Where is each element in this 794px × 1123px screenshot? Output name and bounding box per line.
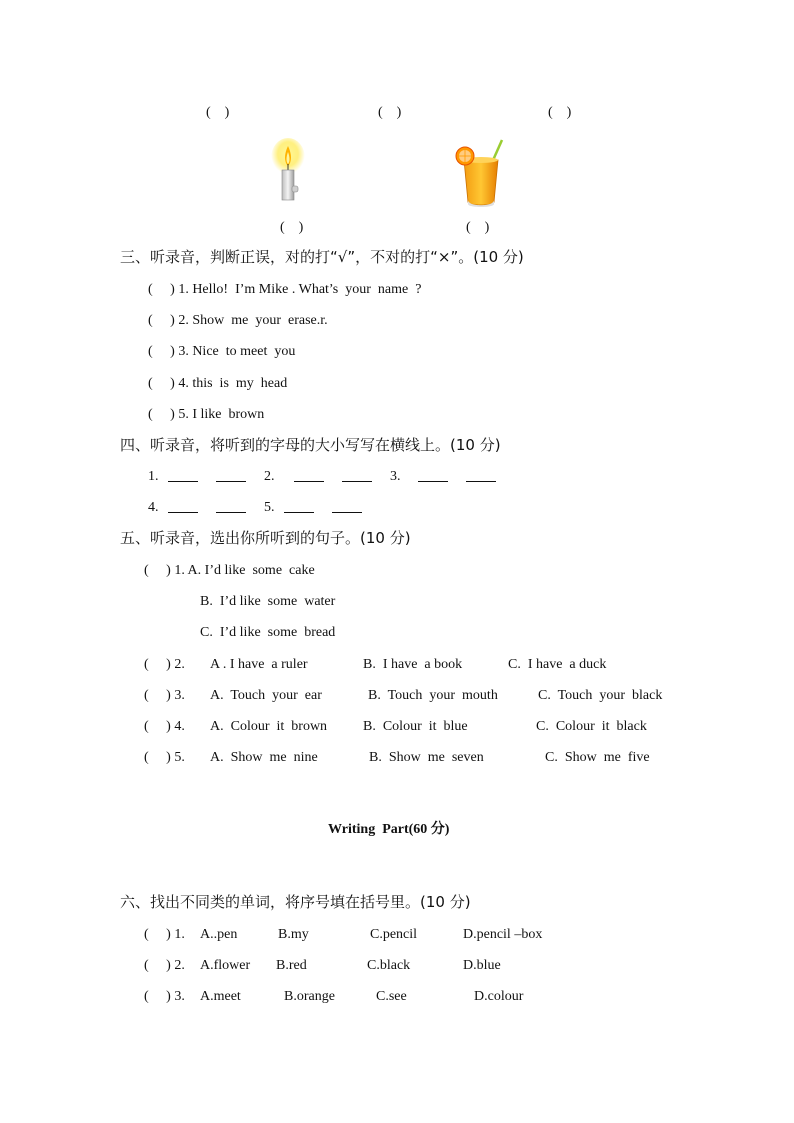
question-number: 5.	[264, 500, 275, 515]
option-a: A. Touch your ear	[210, 688, 322, 703]
option-b: B.orange	[284, 989, 335, 1004]
option-c: C. Touch your black	[538, 688, 663, 703]
question-number: ( ) 1.	[144, 927, 185, 942]
option-b: B.red	[276, 958, 307, 973]
part-title: Writing Part(60 分)	[328, 822, 450, 837]
option-c: C. I have a duck	[508, 657, 607, 672]
question-item: ( ) 2. Show me your erase.r.	[148, 313, 328, 328]
question-item: ( ) 1. Hello! I’m Mike . What’s your name ?	[148, 282, 422, 297]
question-number: ( ) 3.	[144, 688, 185, 703]
option-c: C.black	[367, 958, 411, 973]
question-item: ( ) 1. A. I’d like some cake	[144, 563, 315, 578]
question-number: ( ) 3.	[144, 989, 185, 1004]
answer-bracket[interactable]: ( )	[548, 105, 572, 120]
question-number: 3.	[390, 469, 401, 484]
writing-blank-pair[interactable]	[284, 499, 362, 518]
option-c: C. Colour it black	[536, 719, 647, 734]
writing-blank-pair[interactable]	[418, 468, 496, 487]
question-number: ( ) 4.	[144, 719, 185, 734]
section-heading: 三、听录音，判断正误，对的打“√”，不对的打“×”。(10 分)	[120, 248, 524, 266]
candle-icon	[268, 138, 308, 204]
option-a: A.meet	[200, 989, 241, 1004]
option-c: C. Show me five	[545, 750, 650, 765]
option-b: B. I have a book	[363, 657, 463, 672]
option-c: C. I’d like some bread	[200, 625, 336, 640]
option-b: B.my	[278, 927, 309, 942]
option-a: A. Colour it brown	[210, 719, 328, 734]
question-item: ( ) 3. Nice to meet you	[148, 344, 296, 359]
option-c: C.see	[376, 989, 407, 1004]
option-b: B. I’d like some water	[200, 594, 336, 609]
section-heading: 四、听录音，将听到的字母的大小写写在横线上。(10 分)	[120, 436, 501, 454]
answer-bracket[interactable]: ( )	[378, 105, 402, 120]
question-number: ( ) 5.	[144, 750, 185, 765]
option-d: D.blue	[463, 958, 501, 973]
answer-bracket[interactable]: ( )	[206, 105, 230, 120]
option-a: A. Show me nine	[210, 750, 318, 765]
section-heading: 六、找出不同类的单词，将序号填在括号里。(10 分)	[120, 893, 471, 911]
option-d: D.pencil –box	[463, 927, 543, 942]
question-number: 2.	[264, 469, 275, 484]
question-item: ( ) 5. I like brown	[148, 407, 265, 422]
option-b: B. Show me seven	[369, 750, 484, 765]
question-item: ( ) 4. this is my head	[148, 376, 288, 391]
answer-bracket[interactable]: ( )	[466, 220, 490, 235]
writing-blank-pair[interactable]	[168, 468, 246, 487]
question-number: 1.	[148, 469, 159, 484]
option-a: A . I have a ruler	[210, 657, 308, 672]
writing-blank-pair[interactable]	[168, 499, 246, 518]
orange-juice-icon	[452, 136, 508, 210]
question-number: 4.	[148, 500, 159, 515]
option-b: B. Touch your mouth	[368, 688, 498, 703]
writing-blank-pair[interactable]	[294, 468, 372, 487]
option-c: C.pencil	[370, 927, 418, 942]
option-b: B. Colour it blue	[363, 719, 468, 734]
option-d: D.colour	[474, 989, 524, 1004]
option-a: A.flower	[200, 958, 251, 973]
option-a: A..pen	[200, 927, 238, 942]
question-number: ( ) 2.	[144, 657, 185, 672]
answer-bracket[interactable]: ( )	[280, 220, 304, 235]
section-heading: 五、听录音，选出你所听到的句子。(10 分)	[120, 529, 411, 547]
question-number: ( ) 2.	[144, 958, 185, 973]
